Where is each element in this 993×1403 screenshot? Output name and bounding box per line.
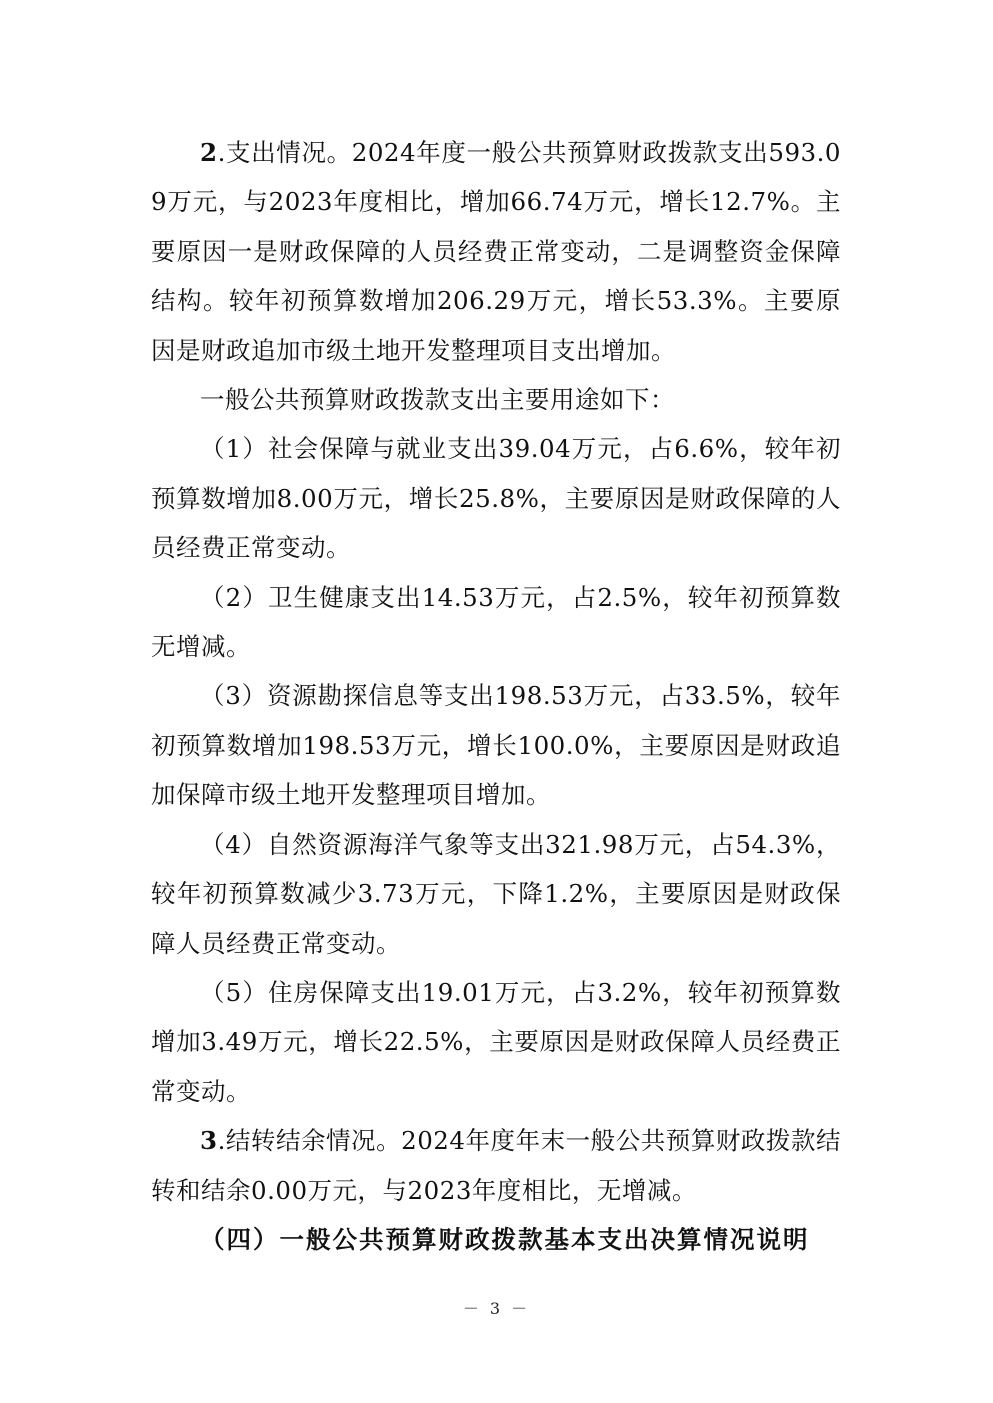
- paragraph-text: .支出情况。2024年度一般公共预算财政拨款支出593.09万元，与2023年度相比，增加66.74万元，增长12.7%。主要原因一是财政保障的人员经费正常变动，二是调整资金保障结构。较年初预算数增加206.29万元，增长53.3%。主要原因是财政追加市级土地开发整理项目支出增加。: [151, 138, 841, 365]
- paragraph-item-4: [151, 820, 841, 968]
- paragraph-text: （4）自然资源海洋气象等支出321.98万元，占54.3%，较年初预算数减少3.73万元，下降1.2%，主要原因是财政保障人员经费正常变动。: [151, 829, 841, 958]
- paragraph-item-2: [151, 573, 841, 672]
- paragraph-expenditure: [151, 128, 841, 375]
- section-number: 3: [200, 1126, 218, 1156]
- paragraph-item-3: [151, 671, 841, 819]
- paragraph-uses-intro: [151, 375, 841, 424]
- paragraph-text: （3）资源勘探信息等支出198.53万元，占33.5%，较年初预算数增加198.53万元，增长100.0%，主要原因是财政追加保障市级土地开发整理项目增加。: [151, 681, 841, 810]
- document-body: [151, 128, 841, 1264]
- paragraph-text: 一般公共预算财政拨款支出主要用途如下：: [200, 385, 675, 415]
- paragraph-text: （1）社会保障与就业支出39.04万元，占6.6%，较年初预算数增加8.00万元，增长25.8%，主要原因是财政保障的人员经费正常变动。: [151, 434, 841, 563]
- paragraph-carryover: [151, 1116, 841, 1215]
- paragraph-text: （5）住房保障支出19.01万元，占3.2%，较年初预算数增加3.49万元，增长22.5%，主要原因是财政保障人员经费正常变动。: [151, 977, 841, 1106]
- paragraph-text: （2）卫生健康支出14.53万元，占2.5%，较年初预算数无增减。: [151, 582, 841, 662]
- section-number: 2: [200, 138, 218, 167]
- paragraph-text: .结转结余情况。2024年度年末一般公共预算财政拨款结转和结余0.00万元，与2023年度相比，无增减。: [151, 1126, 841, 1205]
- page-number: － 3 －: [462, 1299, 531, 1318]
- section-heading: （四）一般公共预算财政拨款基本支出决算情况说明: [200, 1224, 810, 1254]
- paragraph-item-5: [151, 968, 841, 1116]
- paragraph-item-1: [151, 424, 841, 572]
